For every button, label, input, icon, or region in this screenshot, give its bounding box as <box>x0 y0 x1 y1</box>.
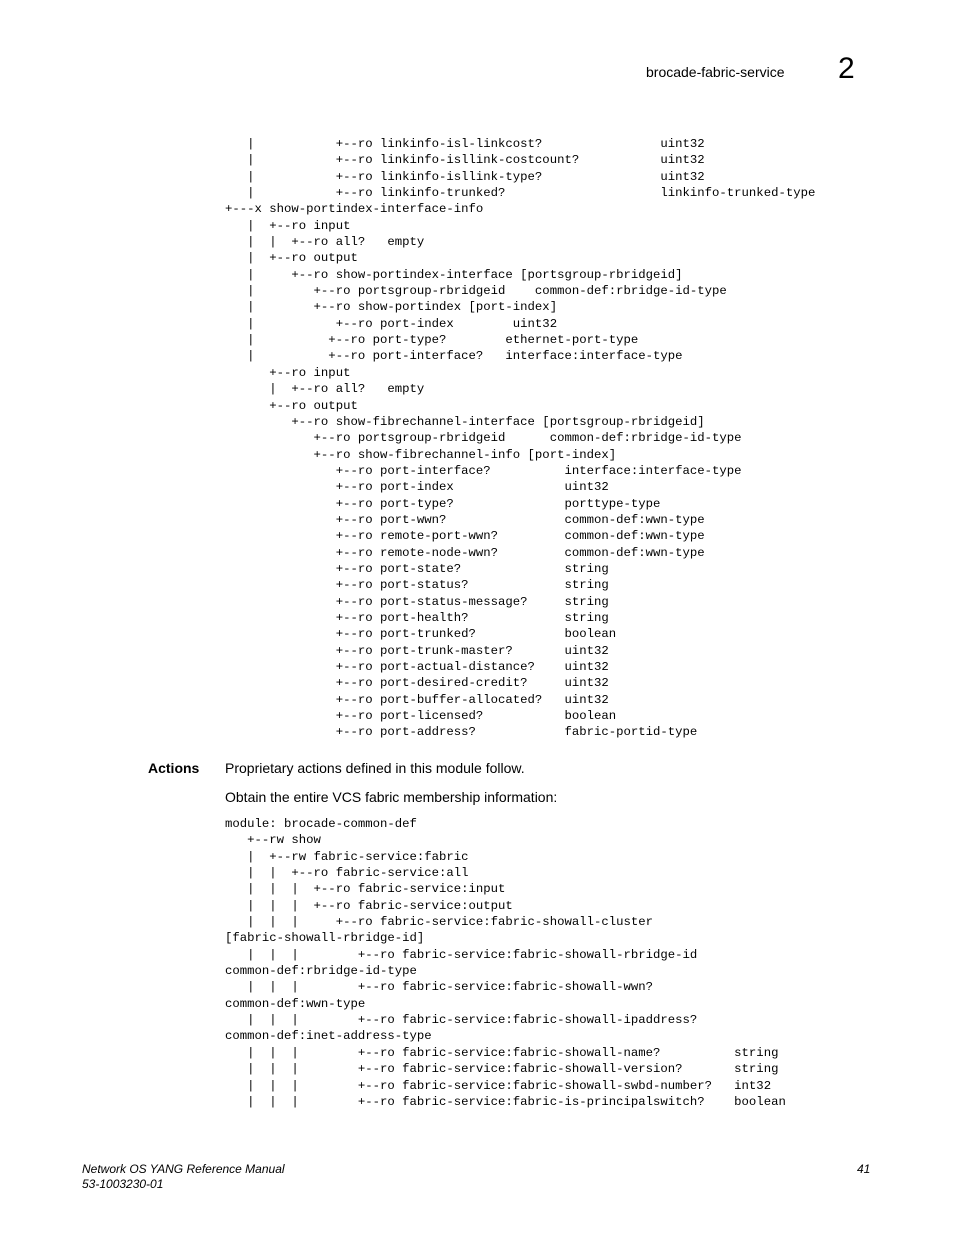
yang-tree-fabric-showall: module: brocade-common-def +--rw show | +--rw fabric-service:fabric | | +--ro fabric-service:all | | | +--ro fabric-service:input | | | +--ro fabric-service:output | | | +--ro fabric-service:fabric-showall-cluster [fabric-showall-rbridge-id] | | | +--ro fabric-service:fabric-showall-rbridge-id common-def:rbridge-id-type | | | +--ro fabric-service:fabric-showall-wwn? common-def:wwn-type | | | +--ro fabric-service:fabric-showall-ipaddress? common-def:inet-address-type | | | +--ro fabric-service:fabric-showall-name? string | | | +--ro fabric-service:fabric-showall-version? string | | | +--ro fabric-service:fabric-showall-swbd-number? int32 | | | +--ro fabric-service:fabric-is-principalswitch? boolean <box>225 817 786 1109</box>
actions-description: Obtain the entire VCS fabric membership information: <box>225 789 558 805</box>
chapter-number: 2 <box>838 52 855 85</box>
section-title: brocade-fabric-service <box>646 64 785 80</box>
yang-tree-fibrechannel: | +--ro linkinfo-isl-linkcost? uint32 | +--ro linkinfo-isllink-costcount? uint32 | +--ro linkinfo-isllink-type? uint32 | +--ro linkinfo-trunked? linkinfo-trunked-type +---x show-portindex-interface-info | +--ro input | | +--ro all? empty | +--ro output | +--ro show-portindex-interface [portsgroup-rbridgeid] | +--ro portsgroup-rbridgeid common-def:rbridge-id-type | +--ro show-portindex [port-index] | +--ro port-index uint32 | +--ro port-type? ethernet-port-type | +--ro port-interface? interface:interface-type +--ro input | +--ro all? empty +--ro output +--ro show-fibrechannel-interface [portsgroup-rbridgeid] +--ro portsgroup-rbridgeid common-def:rbridge-id-type +--ro show-fibrechannel-info [port-index] +--ro port-interface? interface:interface-type +--ro port-index uint32 +--ro port-type? porttype-type +--ro port-wwn? common-def:wwn-type +--ro remote-port-wwn? common-def:wwn-type +--ro remote-node-wwn? common-def:wwn-type +--ro port-state? string +--ro port-status? string +--ro port-status-message? string +--ro port-health? string +--ro port-trunked? boolean +--ro port-trunk-master? uint32 +--ro port-actual-distance? uint32 +--ro port-desired-credit? uint32 +--ro port-buffer-allocated? uint32 +--ro port-licensed? boolean +--ro port-address? fabric-portid-type <box>225 137 816 740</box>
footer-manual-title: Network OS YANG Reference Manual <box>82 1162 285 1176</box>
footer-doc-number: 53-1003230-01 <box>82 1177 164 1191</box>
actions-label: Actions <box>148 760 200 776</box>
footer-page-number: 41 <box>857 1162 871 1176</box>
actions-intro: Proprietary actions defined in this module follow. <box>225 760 525 776</box>
